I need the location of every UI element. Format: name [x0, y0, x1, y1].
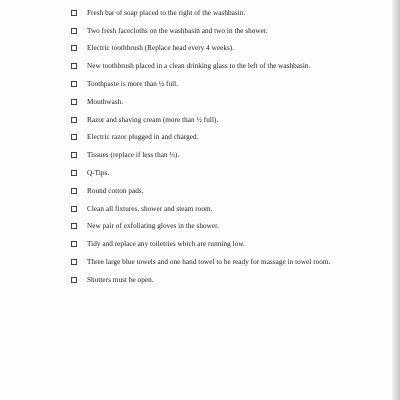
checkbox[interactable] — [71, 99, 77, 105]
item-label: Mouthwash. — [87, 97, 124, 106]
item-label: Toothpaste is more than ½ full. — [87, 80, 179, 89]
list-item — [71, 164, 376, 182]
list-item — [71, 40, 376, 58]
checkbox[interactable] — [71, 63, 77, 69]
item-label: Razor and shaving cream (more than ½ full). — [87, 115, 219, 124]
item-label: Tissues (replace if less than ⅓). — [87, 151, 180, 160]
checkbox[interactable] — [71, 206, 77, 212]
checkbox[interactable] — [71, 10, 77, 16]
list-item — [71, 111, 376, 129]
list-item — [71, 75, 376, 93]
item-label: New toothbrush placed in a clean drinking glass to the left of the washbasin. — [87, 62, 311, 71]
list-item — [71, 57, 376, 75]
checkbox[interactable] — [71, 152, 77, 158]
list-item — [71, 253, 376, 271]
list-item — [71, 218, 376, 236]
checkbox[interactable] — [71, 259, 77, 265]
item-label: Shutters must be open. — [87, 275, 154, 284]
list-item — [71, 146, 376, 164]
checkbox[interactable] — [71, 170, 77, 176]
checkbox[interactable] — [71, 117, 77, 123]
item-label: Electric toothbrush (Replace head every 4 weeks). — [87, 44, 235, 53]
page-edge-shadow — [392, 0, 400, 400]
item-label: Q-Tips. — [87, 169, 110, 178]
item-label: Two fresh facecloths on the washbasin and two in the shower. — [87, 26, 268, 35]
item-label: Clean all fixtures, shower and steam room. — [87, 204, 213, 213]
list-item — [71, 271, 376, 289]
checkbox[interactable] — [71, 45, 77, 51]
checkbox[interactable] — [71, 81, 77, 87]
list-item — [71, 235, 376, 253]
item-label: Fresh bar of soap placed to the right of the washbasin. — [87, 8, 246, 17]
list-item — [71, 200, 376, 218]
item-label: New pair of exfoliating gloves in the shower. — [87, 222, 219, 231]
checkbox[interactable] — [71, 277, 77, 283]
list-item — [71, 22, 376, 40]
item-label: Electric razor plugged in and charged. — [87, 133, 199, 142]
item-label: Tidy and replace any toiletries which are running low. — [87, 240, 245, 249]
checklist — [71, 4, 376, 289]
checkbox[interactable] — [71, 134, 77, 140]
list-item — [71, 129, 376, 147]
checkbox[interactable] — [71, 241, 77, 247]
list-item — [71, 182, 376, 200]
list-item — [71, 93, 376, 111]
item-label: Round cotton pads. — [87, 186, 144, 195]
item-label: Three large blue towels and one hand towel to be ready for massage in towel room. — [87, 258, 331, 267]
list-item — [71, 4, 376, 22]
checkbox[interactable] — [71, 223, 77, 229]
checkbox[interactable] — [71, 188, 77, 194]
checkbox[interactable] — [71, 28, 77, 34]
